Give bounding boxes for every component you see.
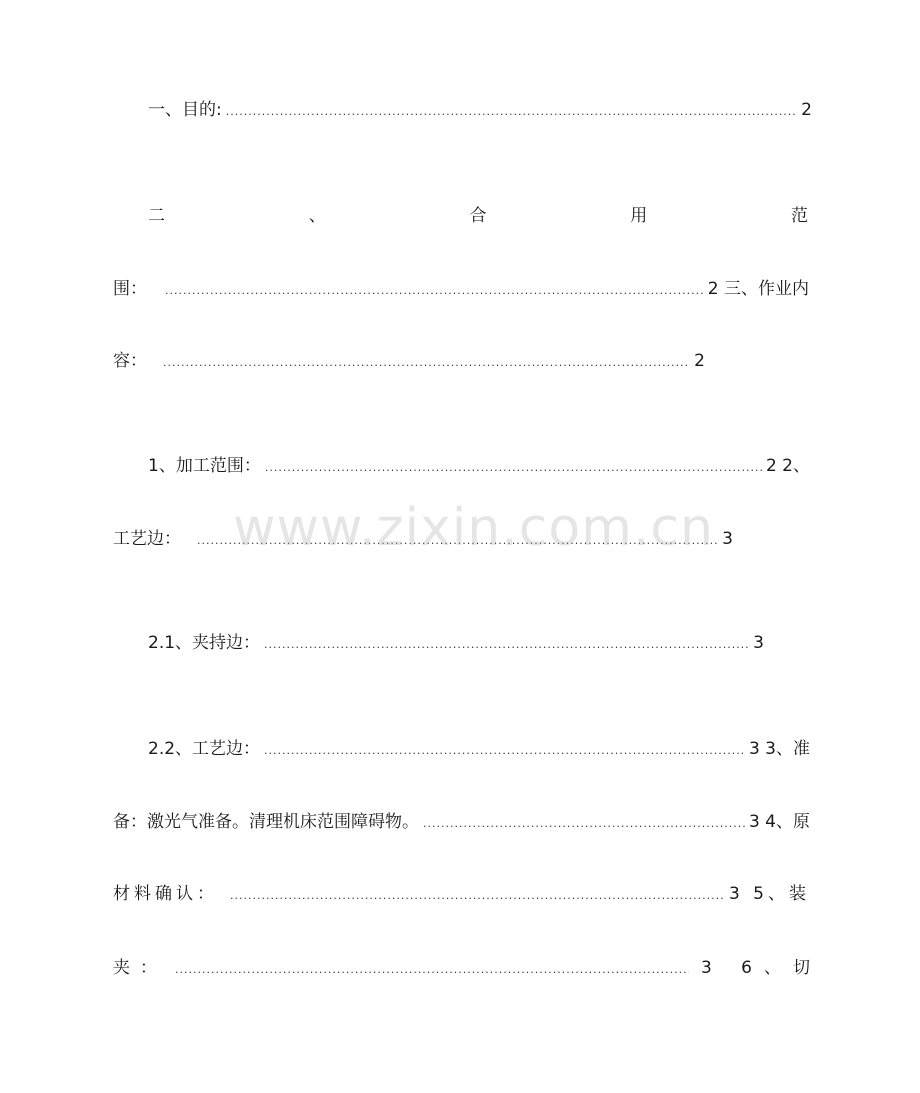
toc-entry-material-confirm[interactable] — [113, 883, 810, 907]
toc-leader-dots — [230, 885, 725, 907]
toc-page-number: 3 5、装 — [728, 884, 810, 904]
toc-page-number: 2 — [801, 100, 812, 120]
toc-label: 夹： — [113, 958, 167, 978]
toc-entry-purpose[interactable] — [148, 99, 812, 123]
toc-page-number: 3 3、准 — [748, 739, 810, 759]
toc-label: 工艺边： — [113, 529, 181, 549]
toc-leader-dots — [264, 740, 745, 762]
toc-page-number: 3 — [753, 633, 764, 653]
toc-entry-clamping[interactable] — [113, 957, 822, 981]
toc-char: 用 — [630, 206, 648, 226]
toc-label: 2.1、夹持边： — [148, 633, 261, 653]
toc-page-number: 2 三、作业内 — [707, 279, 809, 299]
toc-leader-dots — [175, 959, 689, 981]
toc-page-number: 3 — [722, 529, 733, 549]
toc-leader-dots — [163, 352, 690, 374]
toc-char: 、 — [308, 206, 326, 226]
toc-entry-clamp-edge[interactable] — [148, 632, 764, 656]
toc-leader-dots — [226, 101, 797, 123]
toc-leader-dots — [265, 457, 762, 479]
toc-entry-scope[interactable] — [113, 278, 809, 302]
toc-label: 1、加工范围： — [148, 456, 261, 476]
toc-entry-scope-heading[interactable] — [148, 205, 808, 227]
watermark: www.zixin.com.cn — [233, 498, 714, 558]
toc-entry-process-edge-2[interactable] — [148, 738, 810, 762]
toc-leader-dots — [197, 530, 718, 552]
toc-page-number: 3 6、切 — [700, 958, 822, 978]
toc-entry-content[interactable] — [113, 350, 705, 374]
toc-leader-dots — [423, 813, 745, 835]
toc-char: 范 — [791, 206, 808, 226]
toc-label: 围： — [113, 279, 147, 299]
toc-label: 备：激光气准备。清理机床范围障碍物。 — [113, 812, 419, 832]
toc-leader-dots — [165, 280, 704, 302]
toc-page-number: 2 — [694, 351, 705, 371]
toc-label: 一、目的: — [148, 100, 222, 120]
toc-label: 容： — [113, 351, 147, 371]
toc-entry-process-edge[interactable] — [113, 528, 733, 552]
toc-entry-processing-range[interactable] — [148, 455, 810, 479]
toc-char: 二 — [148, 206, 165, 226]
toc-char: 合 — [469, 206, 487, 226]
toc-label: 材料确认： — [113, 884, 218, 904]
toc-entry-preparation[interactable] — [113, 811, 810, 835]
toc-label: 2.2、工艺边： — [148, 739, 261, 759]
toc-page-number: 2 2、 — [765, 456, 810, 476]
toc-leader-dots — [264, 634, 749, 656]
toc-page-number: 3 4、原 — [748, 812, 810, 832]
